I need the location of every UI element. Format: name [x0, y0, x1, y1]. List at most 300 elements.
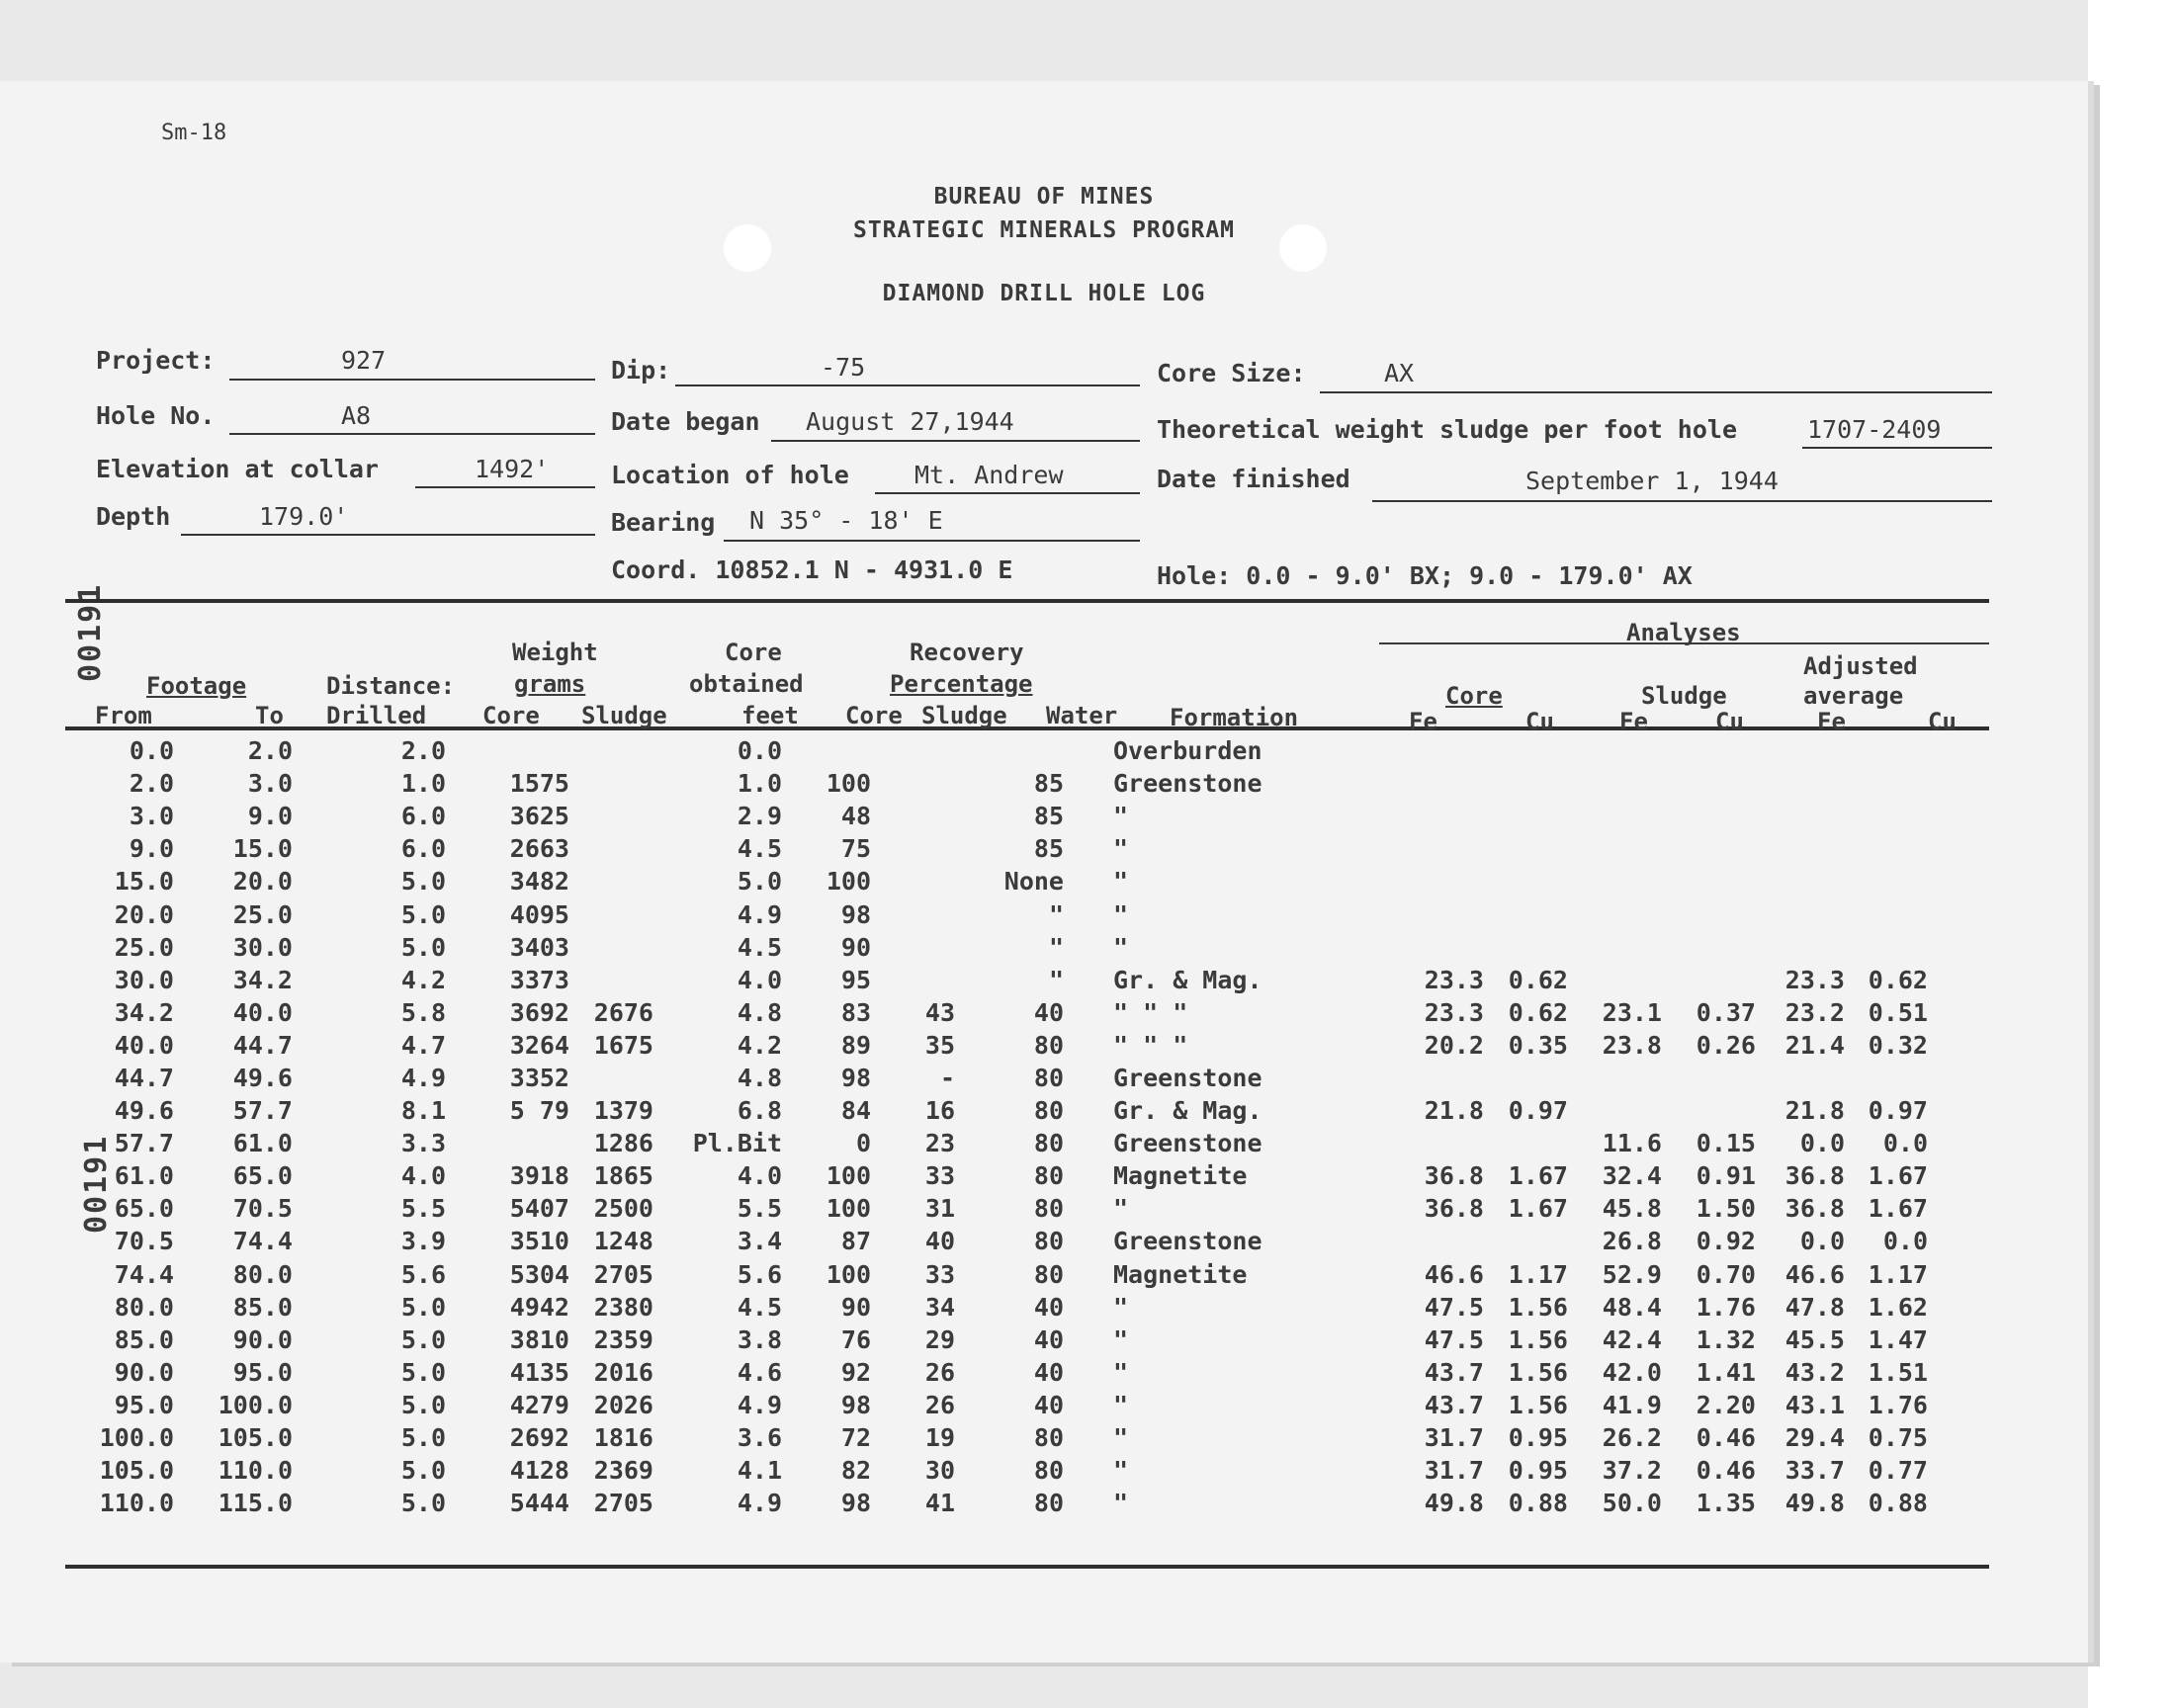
cell-rs: 34 [924, 1292, 955, 1322]
theoretical-value: 1707-2409 [1807, 415, 1942, 444]
cell-rc: 100 [826, 1194, 871, 1224]
cell-cf: 6.8 [737, 1096, 782, 1126]
cell-ccu: 0.95 [1508, 1423, 1568, 1453]
cell-acu: 0.62 [1868, 965, 1928, 994]
cell-acu: 0.0 [1882, 1227, 1928, 1256]
cell-dist: 5.0 [400, 1489, 446, 1518]
cell-ws: 2369 [593, 1456, 653, 1486]
cell-cfe: 23.3 [1424, 965, 1484, 994]
cell-from: 95.0 [114, 1390, 174, 1419]
col-grams: grams [514, 670, 586, 698]
cell-wc: 3918 [509, 1161, 569, 1191]
cell-acu: 1.17 [1868, 1259, 1928, 1289]
cell-rc: 98 [840, 899, 871, 929]
cell-ws: 1286 [593, 1129, 653, 1158]
cell-afe: 47.8 [1784, 1292, 1845, 1322]
cell-scu: 0.70 [1696, 1259, 1756, 1289]
cell-afe: 0.0 [1799, 1227, 1845, 1256]
cell-dist: 6.0 [400, 834, 446, 864]
cell-dist: 4.0 [400, 1161, 446, 1191]
cell-rs [871, 865, 955, 897]
cell-rc: 90 [840, 932, 871, 962]
cell-ws [569, 734, 653, 767]
cell-ccu: 1.56 [1508, 1390, 1568, 1419]
table-row [65, 1094, 1928, 1127]
cell-from: 57.7 [114, 1129, 174, 1158]
cell-ccu [1484, 1225, 1568, 1257]
cell-from: 49.6 [114, 1096, 174, 1126]
cell-ws: 2016 [593, 1357, 653, 1387]
cell-to: 3.0 [247, 769, 293, 799]
cell-acu [1845, 832, 1928, 865]
cell-dist: 5.0 [400, 1456, 446, 1486]
cell-wc: 5407 [509, 1194, 569, 1224]
cell-cf: 3.6 [737, 1423, 782, 1453]
cell-sfe: 32.4 [1602, 1161, 1662, 1191]
cell-rw: 85 [1033, 769, 1064, 799]
cell-ccu: 0.62 [1508, 997, 1568, 1027]
cell-wc: 3264 [509, 1030, 569, 1060]
cell-rc: 100 [826, 1161, 871, 1191]
cell-rs [871, 897, 955, 930]
cell-ws [569, 931, 653, 964]
cell-sfe: 11.6 [1602, 1129, 1662, 1158]
cell-sfe [1568, 897, 1662, 930]
cell-form: Magnetite [1113, 1259, 1248, 1289]
cell-rw: 80 [1033, 1227, 1064, 1256]
cell-from: 40.0 [114, 1030, 174, 1060]
date-finished-label: Date finished [1157, 465, 1350, 493]
cell-dist: 4.7 [400, 1030, 446, 1060]
cell-to: 70.5 [232, 1194, 293, 1224]
cell-cf: 4.1 [737, 1456, 782, 1486]
cell-ws: 1379 [593, 1096, 653, 1126]
cell-dist: 5.5 [400, 1194, 446, 1224]
cell-ws: 2705 [593, 1489, 653, 1518]
cell-form: " [1113, 1489, 1129, 1518]
cell-wc: 1575 [509, 769, 569, 799]
cell-afe [1756, 897, 1845, 930]
cell-rc: 92 [840, 1357, 871, 1387]
cell-acu: 0.51 [1868, 997, 1928, 1027]
col-drilled: Drilled [326, 702, 427, 729]
cell-cf: 4.8 [737, 997, 782, 1027]
cell-rs: - [939, 1063, 955, 1092]
background-margin [2088, 0, 2175, 1708]
cell-scu: 1.76 [1696, 1292, 1756, 1322]
cell-scu [1662, 931, 1756, 964]
cell-sfe [1568, 800, 1662, 832]
cell-afe [1756, 767, 1845, 800]
table-row [65, 996, 1928, 1029]
col-obtained: obtained [689, 670, 804, 698]
cell-scu [1662, 964, 1756, 996]
cell-cf: 4.0 [737, 1161, 782, 1191]
cell-sfe: 42.4 [1602, 1324, 1662, 1354]
project-underline [229, 379, 595, 381]
table-row [65, 1454, 1928, 1487]
cell-wc [446, 1127, 569, 1159]
cell-ccu: 1.56 [1508, 1357, 1568, 1387]
cell-cf: 4.5 [737, 932, 782, 962]
table-row [65, 931, 1928, 964]
cell-acu [1845, 865, 1928, 897]
cell-cfe: 23.3 [1424, 997, 1484, 1027]
cell-ccu [1484, 865, 1568, 897]
cell-wc: 5444 [509, 1489, 569, 1518]
cell-wc: 4279 [509, 1390, 569, 1419]
cell-rw: 80 [1033, 1096, 1064, 1126]
cell-rw: 85 [1033, 802, 1064, 831]
cell-form: Greenstone [1113, 1227, 1262, 1256]
depth-label: Depth [96, 502, 171, 531]
cell-wc: 3810 [509, 1324, 569, 1354]
cell-cfe: 21.8 [1424, 1096, 1484, 1126]
cell-scu: 0.15 [1696, 1129, 1756, 1158]
cell-to: 61.0 [232, 1129, 293, 1158]
cell-form: " [1113, 834, 1129, 864]
cell-ws: 2380 [593, 1292, 653, 1322]
cell-rw: 40 [1033, 997, 1064, 1027]
cell-ws: 2026 [593, 1390, 653, 1419]
project-label: Project: [96, 346, 216, 375]
table-row [65, 897, 1928, 930]
cell-afe: 36.8 [1784, 1194, 1845, 1224]
cell-cf: Pl.Bit [692, 1129, 782, 1158]
cell-afe: 49.8 [1784, 1489, 1845, 1518]
cell-rc: 83 [840, 997, 871, 1027]
elevation-underline [415, 486, 595, 488]
cell-dist: 6.0 [400, 802, 446, 831]
cell-ws [569, 767, 653, 800]
cell-rs: 26 [924, 1357, 955, 1387]
date-finished-underline [1372, 500, 1992, 502]
cell-scu [1662, 865, 1756, 897]
cell-ccu: 0.88 [1508, 1489, 1568, 1518]
cell-from: 105.0 [99, 1456, 174, 1486]
cell-to: 20.0 [232, 867, 293, 897]
cell-scu [1662, 1062, 1756, 1094]
cell-sfe: 52.9 [1602, 1259, 1662, 1289]
cell-to: 49.6 [232, 1063, 293, 1092]
cell-cfe: 47.5 [1424, 1292, 1484, 1322]
cell-cf: 4.5 [737, 834, 782, 864]
table-row [65, 1421, 1928, 1454]
cell-form: " [1113, 1357, 1129, 1387]
cell-scu: 0.92 [1696, 1227, 1756, 1256]
cell-sfe: 26.8 [1602, 1227, 1662, 1256]
cell-acu: 0.0 [1882, 1129, 1928, 1158]
cell-rw: 80 [1033, 1489, 1064, 1518]
cell-from: 61.0 [114, 1161, 174, 1191]
cell-from: 2.0 [129, 769, 174, 799]
cell-rs: 40 [924, 1227, 955, 1256]
cell-from: 44.7 [114, 1063, 174, 1092]
cell-cfe: 43.7 [1424, 1390, 1484, 1419]
cell-to: 2.0 [247, 736, 293, 766]
cell-afe [1756, 1062, 1845, 1094]
cell-dist: 5.0 [400, 899, 446, 929]
cell-wc: 3352 [509, 1063, 569, 1092]
cell-rc: 100 [826, 1259, 871, 1289]
cell-afe: 21.8 [1784, 1096, 1845, 1126]
cell-ws: 1675 [593, 1030, 653, 1060]
cell-acu [1845, 767, 1928, 800]
cell-form: " [1113, 1292, 1129, 1322]
cell-rs: 23 [924, 1129, 955, 1158]
cell-cf: 0.0 [737, 736, 782, 766]
date-began-label: Date began [611, 407, 760, 436]
depth-value: 179.0' [259, 502, 349, 531]
cell-form: Gr. & Mag. [1113, 1096, 1262, 1126]
cell-to: 34.2 [232, 965, 293, 994]
cell-sfe: 23.8 [1602, 1030, 1662, 1060]
cell-rw: 80 [1033, 1259, 1064, 1289]
cell-form: " [1113, 1194, 1129, 1224]
cell-wc: 4942 [509, 1292, 569, 1322]
cell-wc: 2692 [509, 1423, 569, 1453]
cell-ccu: 1.56 [1508, 1324, 1568, 1354]
table-row [65, 832, 1928, 865]
cell-ccu [1484, 931, 1568, 964]
cell-afe: 23.2 [1784, 997, 1845, 1027]
col-core-obtained: Core [725, 639, 782, 666]
col-sludge-fe: Fe [1619, 708, 1648, 735]
cell-rc: 72 [840, 1423, 871, 1453]
location-label: Location of hole [611, 461, 849, 489]
cell-ws: 1816 [593, 1423, 653, 1453]
location-underline [875, 492, 1140, 494]
cell-to: 90.0 [232, 1324, 293, 1354]
table-row [65, 964, 1928, 996]
cell-acu: 1.62 [1868, 1292, 1928, 1322]
cell-form: " [1113, 1456, 1129, 1486]
cell-scu: 1.41 [1696, 1357, 1756, 1387]
cell-to: 15.0 [232, 834, 293, 864]
cell-rc: 98 [840, 1390, 871, 1419]
theoretical-label: Theoretical weight sludge per foot hole [1157, 415, 1737, 444]
cell-rc: 95 [840, 965, 871, 994]
cell-dist: 3.3 [400, 1129, 446, 1158]
cell-scu: 0.46 [1696, 1423, 1756, 1453]
cell-dist: 5.0 [400, 1390, 446, 1419]
table-row [65, 865, 1928, 897]
table-row [65, 1225, 1928, 1257]
cell-rs [871, 832, 955, 865]
cell-ws: 2676 [593, 997, 653, 1027]
cell-from: 3.0 [129, 802, 174, 831]
cell-wc: 3373 [509, 965, 569, 994]
cell-ws: 2359 [593, 1324, 653, 1354]
cell-cfe [1390, 1062, 1484, 1094]
cell-sfe: 48.4 [1602, 1292, 1662, 1322]
cell-rc: 89 [840, 1030, 871, 1060]
cell-rw: 80 [1033, 1030, 1064, 1060]
cell-rw: 80 [1033, 1194, 1064, 1224]
col-feet: feet [741, 702, 799, 729]
cell-cfe: 49.8 [1424, 1489, 1484, 1518]
cell-dist: 2.0 [400, 736, 446, 766]
col-sludge-cu: Cu [1715, 708, 1744, 735]
cell-acu: 1.47 [1868, 1324, 1928, 1354]
cell-scu: 1.32 [1696, 1324, 1756, 1354]
col-average: average [1803, 682, 1904, 710]
table-row [65, 1029, 1928, 1062]
cell-sfe: 42.0 [1602, 1357, 1662, 1387]
cell-form: " " " [1113, 1030, 1188, 1060]
cell-form: " [1113, 1324, 1129, 1354]
cell-cfe [1390, 931, 1484, 964]
cell-scu: 0.91 [1696, 1161, 1756, 1191]
cell-cf: 4.5 [737, 1292, 782, 1322]
cell-rw: None [1003, 867, 1064, 897]
table-row [65, 1062, 1928, 1094]
cell-cf: 4.8 [737, 1063, 782, 1092]
hole-value: A8 [341, 401, 372, 430]
cell-rw: 80 [1033, 1063, 1064, 1092]
drill-log-table [65, 734, 1928, 1519]
cell-cfe: 36.8 [1424, 1194, 1484, 1224]
cell-cf: 4.6 [737, 1357, 782, 1387]
table-row [65, 1389, 1928, 1421]
cell-from: 34.2 [114, 997, 174, 1027]
cell-rc: 98 [840, 1489, 871, 1518]
cell-acu: 0.32 [1868, 1030, 1928, 1060]
cell-afe [1756, 931, 1845, 964]
table-row [65, 1356, 1928, 1389]
cell-wc: 5 79 [509, 1096, 569, 1126]
cell-cfe [1390, 897, 1484, 930]
cell-wc: 2663 [509, 834, 569, 864]
table-row [65, 1291, 1928, 1324]
cell-cf: 3.8 [737, 1324, 782, 1354]
cell-rs: 16 [924, 1096, 955, 1126]
date-finished-value: September 1, 1944 [1525, 467, 1779, 495]
cell-cf: 5.6 [737, 1259, 782, 1289]
cell-acu [1845, 734, 1928, 767]
cell-cf: 5.0 [737, 867, 782, 897]
side-stamp-lower: 00191 [79, 1134, 114, 1234]
document-title: DIAMOND DRILL HOLE LOG [882, 281, 1206, 306]
cell-sfe: 50.0 [1602, 1489, 1662, 1518]
cell-wc: 4128 [509, 1456, 569, 1486]
cell-ccu [1484, 1062, 1568, 1094]
cell-afe: 21.4 [1784, 1030, 1845, 1060]
cell-acu [1845, 931, 1928, 964]
cell-rs: 30 [924, 1456, 955, 1486]
cell-cfe: 46.6 [1424, 1259, 1484, 1289]
cell-from: 9.0 [129, 834, 174, 864]
cell-form: Magnetite [1113, 1161, 1248, 1191]
cell-cfe [1390, 800, 1484, 832]
cell-rw: 80 [1033, 1129, 1064, 1158]
table-row [65, 1487, 1928, 1519]
cell-ccu [1484, 897, 1568, 930]
cell-scu [1662, 734, 1756, 767]
cell-scu [1662, 897, 1756, 930]
cell-rw: " [1048, 932, 1064, 962]
cell-scu: 1.50 [1696, 1194, 1756, 1224]
cell-wc: 3510 [509, 1227, 569, 1256]
cell-to: 30.0 [232, 932, 293, 962]
cell-cfe: 36.8 [1424, 1161, 1484, 1191]
cell-rc: 100 [826, 867, 871, 897]
cell-rs: 35 [924, 1030, 955, 1060]
cell-from: 110.0 [99, 1489, 174, 1518]
coordinates: Coord. 10852.1 N - 4931.0 E [611, 555, 1013, 584]
cell-ccu: 1.67 [1508, 1161, 1568, 1191]
cell-ws: 1248 [593, 1227, 653, 1256]
elevation-label: Elevation at collar [96, 455, 379, 483]
header-agency: BUREAU OF MINES [933, 184, 1155, 210]
cell-dist: 5.0 [400, 1324, 446, 1354]
cell-rs [871, 734, 955, 767]
cell-acu: 1.67 [1868, 1161, 1928, 1191]
cell-afe [1756, 800, 1845, 832]
core-size-value: AX [1384, 359, 1415, 387]
table-row [65, 1159, 1928, 1192]
cell-ws [569, 1062, 653, 1094]
table-row [65, 800, 1928, 832]
table-bottom-rule [65, 1565, 1989, 1569]
cell-acu [1845, 800, 1928, 832]
col-recovery-core: Core [845, 702, 903, 729]
cell-wc: 3692 [509, 997, 569, 1027]
cell-rc: 84 [840, 1096, 871, 1126]
header-program: STRATEGIC MINERALS PROGRAM [852, 217, 1236, 243]
cell-rc: 90 [840, 1292, 871, 1322]
cell-from: 30.0 [114, 965, 174, 994]
cell-ccu: 0.95 [1508, 1456, 1568, 1486]
depth-underline [181, 534, 595, 536]
dip-label: Dip: [611, 356, 671, 384]
cell-rw: 80 [1033, 1423, 1064, 1453]
cell-cf: 4.9 [737, 1489, 782, 1518]
cell-cfe [1390, 865, 1484, 897]
cell-acu: 1.51 [1868, 1357, 1928, 1387]
hole-size: Hole: 0.0 - 9.0' BX; 9.0 - 179.0' AX [1157, 561, 1693, 590]
cell-sfe: 45.8 [1602, 1194, 1662, 1224]
cell-rs: 43 [924, 997, 955, 1027]
cell-to: 95.0 [232, 1357, 293, 1387]
table-row [65, 767, 1928, 800]
cell-cf: 4.0 [737, 965, 782, 994]
table-row [65, 734, 1928, 767]
cell-rc: 98 [840, 1063, 871, 1092]
cell-rs: 26 [924, 1390, 955, 1419]
bearing-value: N 35° - 18' E [749, 506, 943, 535]
cell-ws [569, 800, 653, 832]
cell-rs: 29 [924, 1324, 955, 1354]
table-top-rule [65, 599, 1989, 603]
cell-rs: 33 [924, 1161, 955, 1191]
cell-ws [569, 832, 653, 865]
cell-wc: 3482 [509, 867, 569, 897]
cell-dist: 5.0 [400, 932, 446, 962]
cell-ccu: 1.17 [1508, 1259, 1568, 1289]
cell-sfe: 23.1 [1602, 997, 1662, 1027]
cell-from: 25.0 [114, 932, 174, 962]
cell-cfe [1390, 832, 1484, 865]
cell-rw: 40 [1033, 1390, 1064, 1419]
cell-scu: 1.35 [1696, 1489, 1756, 1518]
cell-ccu: 0.97 [1508, 1096, 1568, 1126]
cell-sfe [1568, 1094, 1662, 1127]
cell-to: 40.0 [232, 997, 293, 1027]
cell-ws [569, 865, 653, 897]
cell-rc [782, 734, 871, 767]
cell-rs [871, 964, 955, 996]
